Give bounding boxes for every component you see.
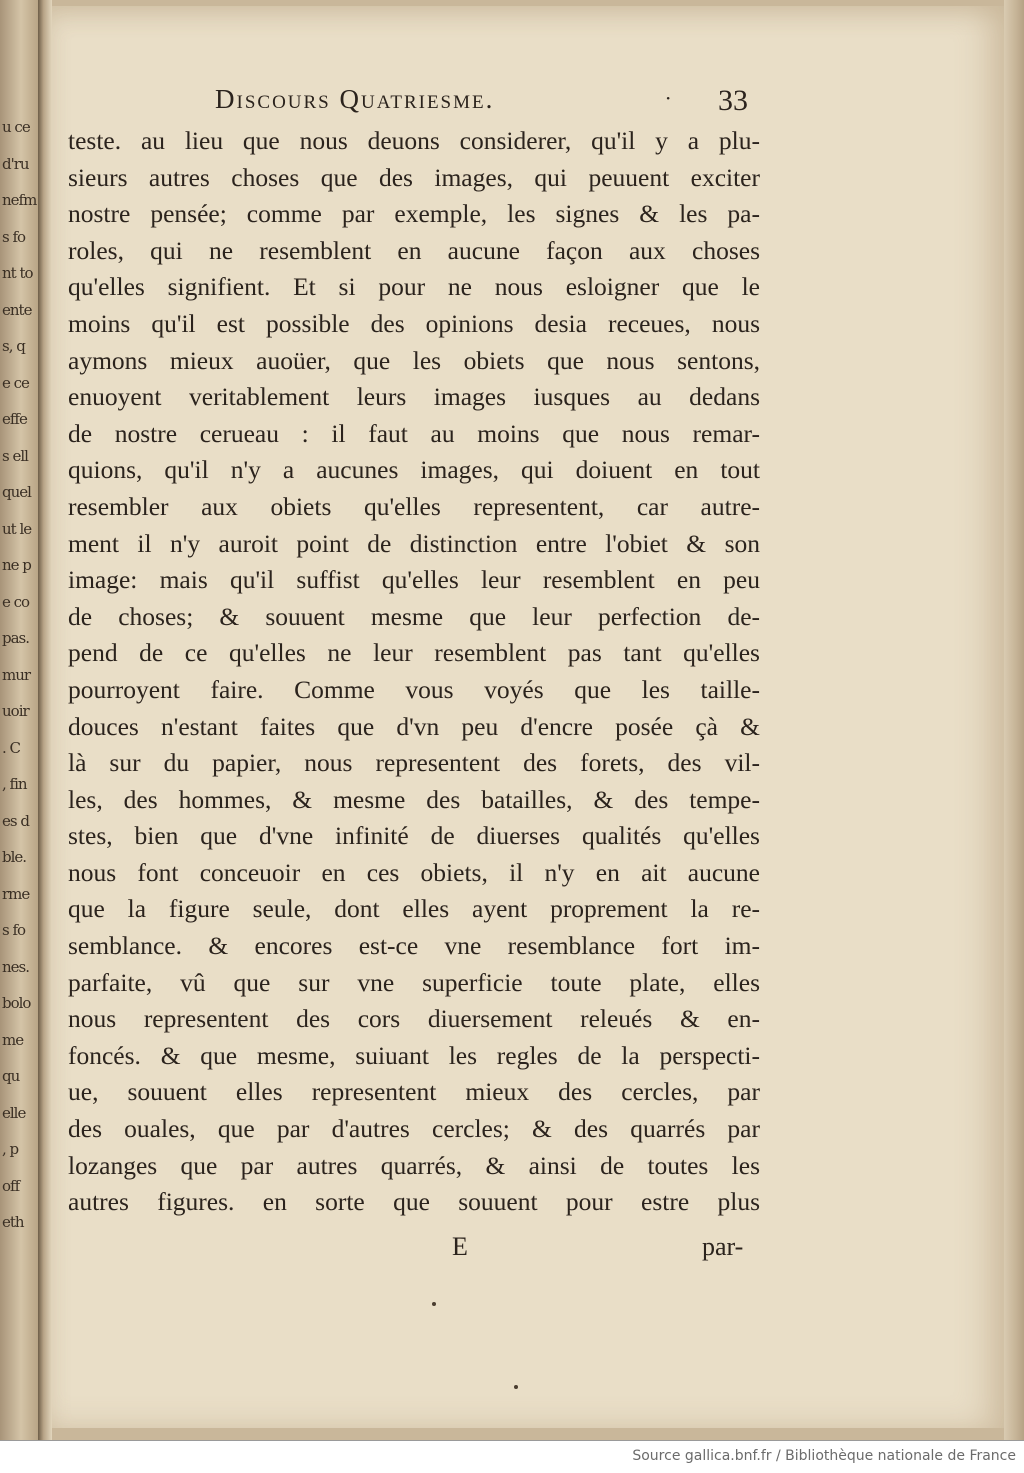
- ink-speck: [432, 1302, 436, 1306]
- signature-mark: E: [452, 1232, 468, 1261]
- margin-fragment: , p: [2, 1140, 19, 1158]
- margin-fragment: ente: [2, 300, 32, 319]
- margin-fragment: nefm: [2, 191, 37, 209]
- text-line: teste. au lieu que nous deuons considerer, qu'il y a plu-: [68, 126, 760, 155]
- page-edge-right: [1004, 0, 1024, 1440]
- text-line: parfaite, vû que sur vne superficie toute plate, elles: [68, 967, 760, 997]
- margin-fragment: , fin: [2, 775, 27, 793]
- text-line: douces n'estant faites que d'vn peu d'encre posée çà &: [68, 711, 760, 741]
- margin-fragment: me: [2, 1030, 24, 1049]
- running-head: Discours Quatriesme.: [215, 84, 495, 114]
- text-line: ue, souuent elles representent mieux des cercles, par: [68, 1077, 760, 1107]
- text-line: les, des hommes, & mesme des batailles, & des tempe-: [68, 784, 760, 814]
- text-line: des ouales, que par d'autres cercles; & des quarrés par: [68, 1114, 760, 1144]
- text-line: de nostre cerueau : il faut au moins que nous remar-: [68, 418, 760, 448]
- margin-fragment: nes.: [2, 957, 30, 976]
- text-line: qu'elles signifient. Et si pour ne nous esloigner que le: [68, 272, 760, 302]
- previous-page-edge: [0, 0, 38, 1440]
- text-line: nostre pensée; comme par exemple, les signes & les pa-: [68, 199, 760, 229]
- margin-fragment: u ce: [2, 118, 30, 136]
- margin-fragment: s, q: [2, 337, 25, 355]
- text-line: là sur du papier, nous representent des forets, des vil-: [68, 748, 760, 778]
- margin-fragment: uoir: [2, 702, 29, 720]
- text-line: de choses; & souuent mesme que leur perfection de-: [68, 601, 760, 631]
- source-credit: Source gallica.bnf.fr / Bibliothèque nationale de France: [632, 1448, 1016, 1464]
- margin-fragment: ne p: [2, 556, 31, 574]
- margin-fragment: s fo: [2, 227, 26, 246]
- catchword: par-: [702, 1232, 744, 1261]
- text-line: pourroyent faire. Comme vous voyés que les taille-: [68, 674, 760, 704]
- margin-fragment: e co: [2, 592, 30, 611]
- text-line: quions, qu'il n'y a aucunes images, qui doiuent en tout: [68, 455, 760, 485]
- text-line: lozanges que par autres quarrés, & ainsi de toutes les: [68, 1150, 760, 1180]
- text-line: stes, bien que d'vne infinité de diuerses qualités qu'elles: [68, 821, 760, 851]
- book-gutter: [38, 0, 52, 1440]
- source-footer: [0, 1440, 1024, 1473]
- margin-fragment: quel: [2, 483, 31, 501]
- margin-fragment: ut le: [2, 519, 32, 538]
- margin-fragment: eth: [2, 1213, 24, 1231]
- text-line: semblance. & encores est-ce vne resemblance fort im-: [68, 931, 760, 961]
- text-line: foncés. & que mesme, suiuant les regles de la perspecti-: [68, 1040, 760, 1070]
- text-line: ment il n'y auroit point de distinction entre l'obiet & son: [68, 528, 760, 558]
- margin-fragment: bolo: [2, 994, 31, 1012]
- margin-fragment: ble.: [2, 848, 27, 866]
- ornament-dot: ·: [665, 86, 672, 110]
- margin-fragment: s ell: [2, 446, 28, 465]
- ink-speck: [514, 1385, 518, 1389]
- text-line: image: mais qu'il suffist qu'elles leur resemblent en peu: [68, 565, 760, 595]
- margin-fragment: . C: [2, 738, 21, 757]
- margin-fragment: es d: [2, 811, 29, 830]
- text-line: aymons mieux auoüer, que les obiets que nous sentons,: [68, 345, 760, 375]
- margin-fragment: d'ru: [2, 154, 29, 173]
- text-line: moins qu'il est possible des opinions desia receues, nous: [68, 308, 760, 338]
- margin-fragment: s fo: [2, 921, 26, 939]
- text-line: nous font conceuoir en ces obiets, il n'y en ait aucune: [68, 857, 760, 887]
- margin-fragment: off: [2, 1176, 20, 1195]
- text-line: resembler aux obiets qu'elles representent, car autre-: [68, 491, 760, 521]
- margin-fragment: effe: [2, 410, 27, 428]
- text-line: enuoyent veritablement leurs images iusques au dedans: [68, 382, 760, 412]
- text-line: nous representent des cors diuersement releués & en-: [68, 1004, 760, 1034]
- margin-fragment: nt to: [2, 264, 33, 282]
- text-line: autres figures. en sorte que souuent pour estre plus: [68, 1187, 760, 1217]
- margin-fragment: mur: [2, 665, 31, 684]
- margin-fragment: rme: [2, 884, 30, 903]
- margin-fragment: qu: [2, 1067, 20, 1085]
- page-number: 33: [718, 84, 748, 117]
- margin-fragment: pas.: [2, 629, 30, 647]
- text-line: pend de ce qu'elles ne leur resemblent pas tant qu'elles: [68, 638, 760, 668]
- text-line: que la figure seule, dont elles ayent proprement la re-: [68, 894, 760, 924]
- margin-fragment: e ce: [2, 373, 29, 392]
- text-line: roles, qui ne resemblent en aucune façon aux choses: [68, 235, 760, 265]
- text-line: sieurs autres choses que des images, qui peuuent exciter: [68, 162, 760, 192]
- margin-fragment: elle: [2, 1103, 26, 1122]
- body-text: [68, 123, 760, 1221]
